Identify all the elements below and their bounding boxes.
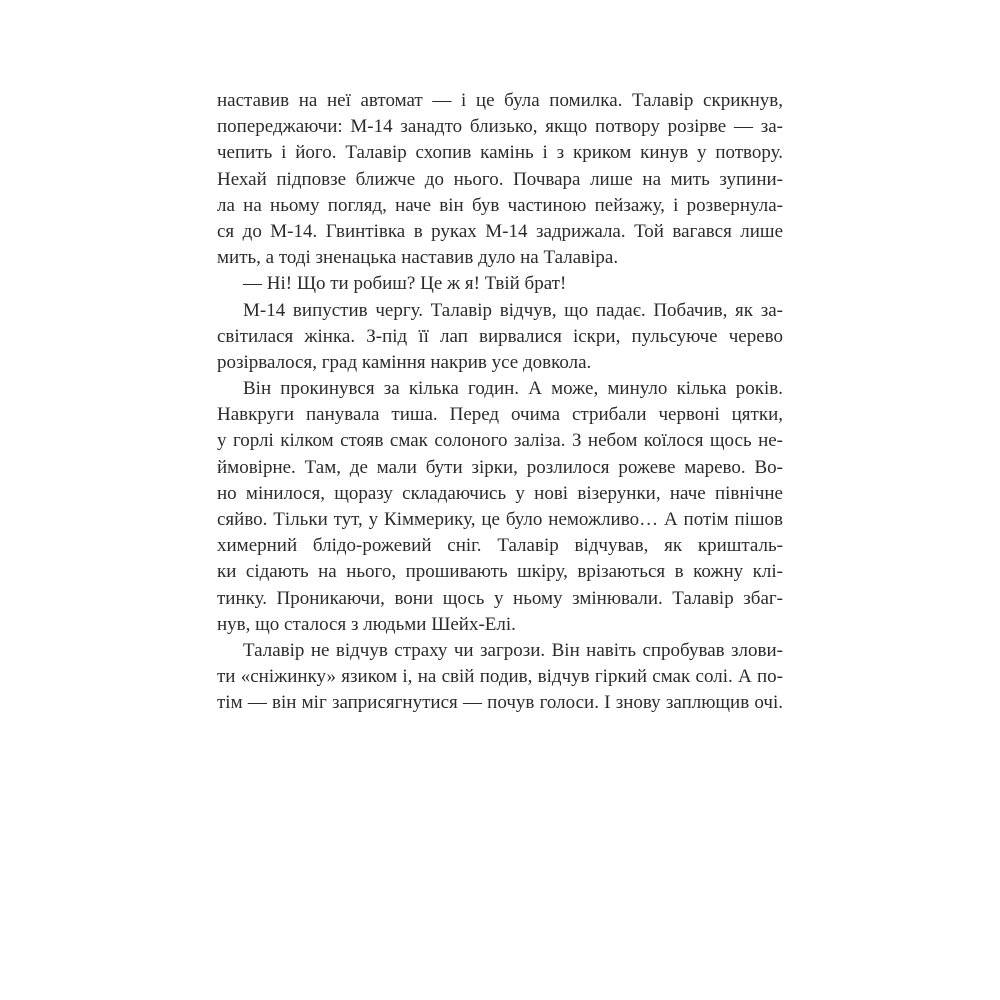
text-line: химерний блідо-рожевий сніг. Талавір відчував, як кришталь- xyxy=(217,535,783,557)
text-line: нув, що сталося з людьми Шейх-Елі. xyxy=(217,613,516,635)
text-line: ся до М-14. Гвинтівка в руках М-14 задрижала. Той вагався лише xyxy=(217,220,783,242)
text-line: Нехай підповзе ближче до нього. Почвара лише на мить зупини- xyxy=(217,168,783,190)
text-line: мить, а тоді зненацька наставив дуло на Талавіра. xyxy=(217,247,619,269)
text-line: ла на ньому погляд, наче він був частиною пейзажу, і розвернула- xyxy=(217,194,783,216)
text-line: попереджаючи: М-14 занадто близько, якщо потвору розірве — за- xyxy=(217,116,783,138)
text-line: но мінилося, щоразу складаючись у нові візерунки, наче північне xyxy=(217,482,783,504)
text-line: Талавір не відчув страху чи загрози. Він навіть спробував злови- xyxy=(243,639,783,661)
text-line: наставив на неї автомат — і це була помилка. Талавір скрикнув, xyxy=(217,90,783,111)
text-line: чепить і його. Талавір схопив камінь і з криком кинув у потвору. xyxy=(217,142,783,164)
text-line: М-14 випустив чергу. Талавір відчув, що падає. Побачив, як за- xyxy=(243,299,783,321)
text-line: сяйво. Тільки тут, у Кіммерику, це було неможливо… А потім пішов xyxy=(217,509,783,530)
text-line: Він прокинувся за кілька годин. А може, минуло кілька років. xyxy=(243,378,783,400)
text-line: у горлі кілком стояв смак солоного заліза. З небом коїлося щось не- xyxy=(217,430,783,452)
text-line: тім — він міг заприсягнутися — почув голоси. І знову заплющив очі. xyxy=(217,692,783,714)
text-line: ки сідають на нього, прошивають шкіру, врізаються в кожну клі- xyxy=(217,561,783,583)
paragraph-1 xyxy=(217,88,783,271)
paragraph-2 xyxy=(217,271,783,297)
paragraph-3 xyxy=(217,298,783,377)
text-line: світилася жінка. З-під її лап вирвалися іскри, пульсуюче черево xyxy=(217,325,783,347)
text-line: — Ні! Що ти робиш? Це ж я! Твій брат! xyxy=(243,273,567,295)
text-line: ймовірне. Там, де мали бути зірки, розлилося рожеве марево. Во- xyxy=(217,456,783,478)
body-text xyxy=(217,88,783,717)
text-line: розірвалося, град каміння накрив усе довкола. xyxy=(217,351,592,373)
text-line: ти «сніжинку» язиком і, на свій подив, відчув гіркий смак солі. А по- xyxy=(217,666,783,688)
paragraph-4 xyxy=(217,376,783,638)
text-line: Навкруги панувала тиша. Перед очима стрибали червоні цятки, xyxy=(217,404,783,426)
text-line: тинку. Проникаючи, вони щось у ньому змінювали. Талавір збаг- xyxy=(217,587,783,609)
paragraph-5 xyxy=(217,638,783,717)
